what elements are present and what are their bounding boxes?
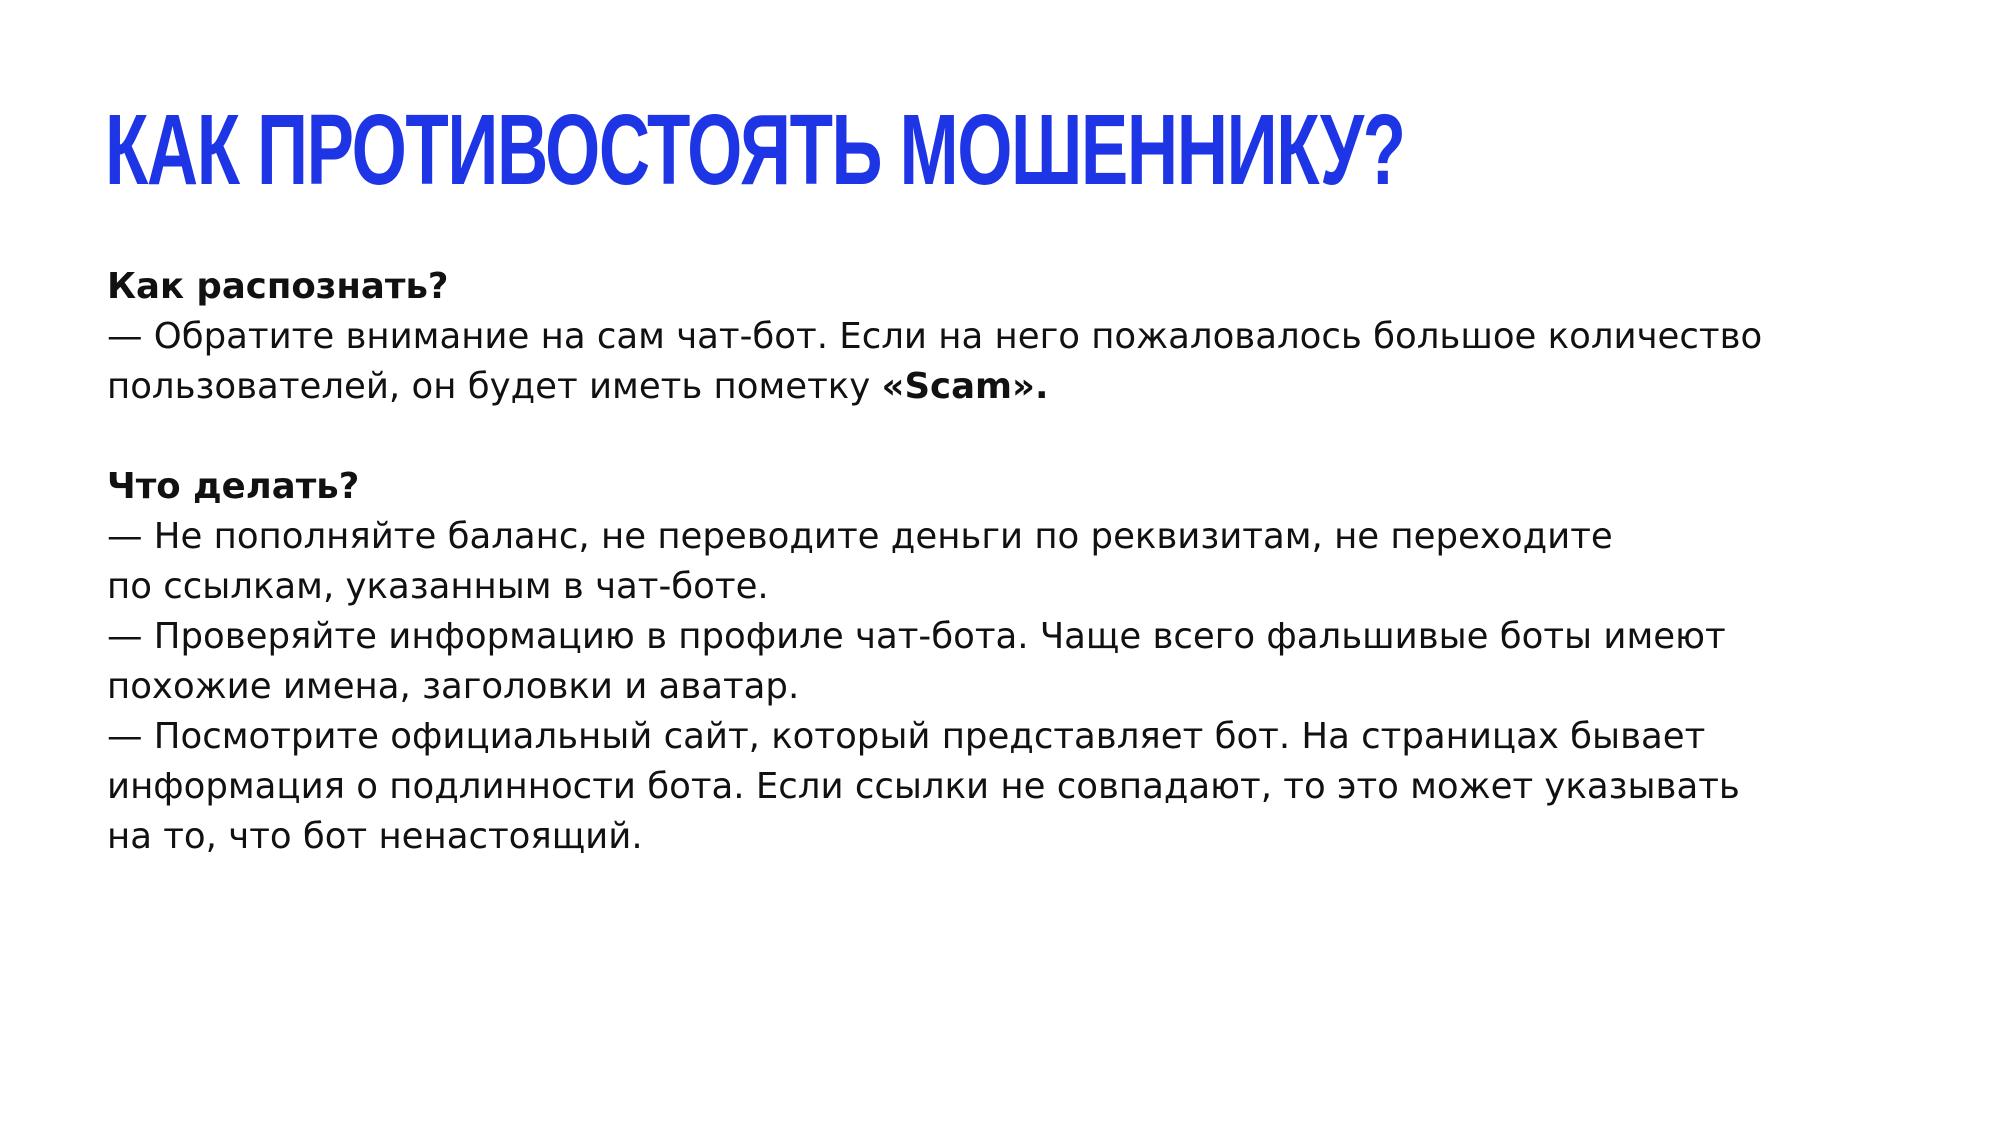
slide-content — [107, 262, 1907, 912]
slide-title: КАК ПРОТИВОСТОЯТЬ МОШЕННИКУ? — [105, 94, 1405, 206]
advice-2-line-2: похожие имена, заголовки и аватар. — [107, 666, 800, 707]
advice-3-line-3: на то, что бот ненастоящий. — [107, 816, 643, 857]
section-recognize — [107, 262, 1907, 412]
advice-1-line-2: по ссылкам, указанным в чат-боте. — [107, 566, 769, 607]
advice-item-1 — [107, 512, 1907, 612]
section-heading-what-to-do: Что делать? — [107, 466, 360, 507]
advice-3-line-2: информация о подлинности бота. Если ссылки не совпадают, то это может указывать — [107, 766, 1740, 807]
section-what-to-do — [107, 462, 1907, 862]
advice-item-2 — [107, 612, 1907, 712]
advice-item-3 — [107, 712, 1907, 862]
recognize-line-1: — Обратите внимание на сам чат-бот. Если на него пожаловалось большое количество — [107, 316, 1763, 357]
recognize-line-2 — [107, 362, 1907, 412]
advice-1-line-1: — Не пополняйте баланс, не переводите деньги по реквизитам, не переходите — [107, 516, 1613, 557]
section-heading-recognize: Как распознать? — [107, 266, 449, 307]
scam-label: «Scam». — [881, 366, 1049, 407]
advice-2-line-1: — Проверяйте информацию в профиле чат-бота. Чаще всего фальшивые боты имеют — [107, 616, 1726, 657]
advice-3-line-1: — Посмотрите официальный сайт, который представляет бот. На страницах бывает — [107, 716, 1706, 757]
recognize-line-2-text: пользователей, он будет иметь пометку — [107, 366, 882, 407]
